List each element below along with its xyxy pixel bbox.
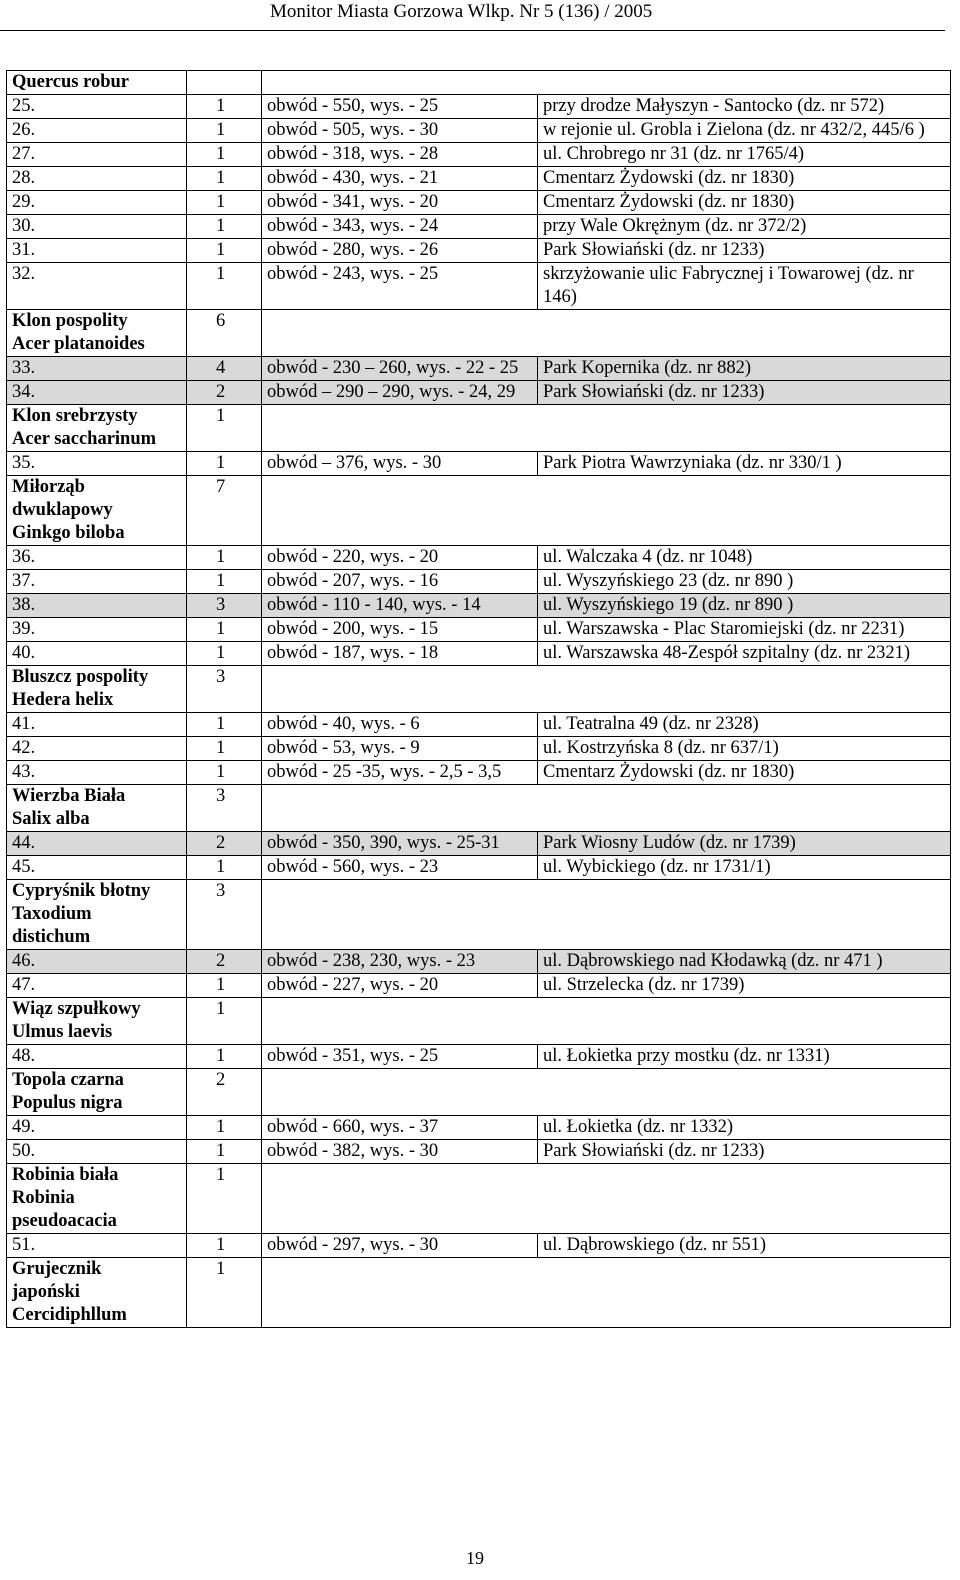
tree-measurements: obwód - 550, wys. - 25	[262, 95, 538, 119]
empty-cell	[262, 476, 951, 546]
species-count: 1	[187, 1258, 262, 1328]
tree-number: 27.	[7, 143, 187, 167]
publication-title: Monitor Miasta Gorzowa Wlkp. Nr 5 (136) / 2005	[270, 1, 653, 22]
tree-location: Park Słowiański (dz. nr 1233)	[538, 381, 951, 405]
tree-measurements: obwód - 560, wys. - 23	[262, 856, 538, 880]
species-name-line: Topola czarna	[12, 1070, 124, 1090]
species-count: 7	[187, 476, 262, 546]
species-header-row	[7, 785, 951, 832]
tree-location: skrzyżowanie ulic Fabrycznej i Towarowej (dz. nr 146)	[538, 263, 951, 310]
species-count: 3	[187, 666, 262, 713]
tree-measurements: obwód - 200, wys. - 15	[262, 618, 538, 642]
species-name-line: Acer platanoides	[12, 334, 145, 354]
tree-count: 1	[187, 1116, 262, 1140]
table-row	[7, 950, 951, 974]
tree-number: 46.	[7, 950, 187, 974]
species-header-row	[7, 405, 951, 452]
tree-measurements: obwód - 351, wys. - 25	[262, 1045, 538, 1069]
species-name-line: Wierzba Biała	[12, 786, 126, 806]
tree-measurements: obwód - 505, wys. - 30	[262, 119, 538, 143]
species-name-line: Hedera helix	[12, 690, 114, 710]
species-name-line: distichum	[12, 927, 91, 947]
table-row	[7, 167, 951, 191]
tree-location: ul. Teatralna 49 (dz. nr 2328)	[538, 713, 951, 737]
species-name	[7, 1258, 187, 1328]
tree-count: 2	[187, 381, 262, 405]
table-row	[7, 642, 951, 666]
tree-location: ul. Strzelecka (dz. nr 1739)	[538, 974, 951, 998]
species-header-row	[7, 476, 951, 546]
table-row	[7, 1045, 951, 1069]
species-header-row	[7, 880, 951, 950]
tree-number: 45.	[7, 856, 187, 880]
tree-measurements: obwód - 187, wys. - 18	[262, 642, 538, 666]
species-name	[7, 880, 187, 950]
tree-location: Cmentarz Żydowski (dz. nr 1830)	[538, 167, 951, 191]
empty-cell	[262, 1258, 951, 1328]
table-row	[7, 594, 951, 618]
table-row	[7, 215, 951, 239]
table-row	[7, 570, 951, 594]
tree-count: 1	[187, 570, 262, 594]
tree-number: 33.	[7, 357, 187, 381]
page-number: 19	[466, 1548, 484, 1568]
tree-measurements: obwód - 297, wys. - 30	[262, 1234, 538, 1258]
tree-measurements: obwód - 238, 230, wys. - 23	[262, 950, 538, 974]
tree-count: 1	[187, 856, 262, 880]
tree-count: 4	[187, 357, 262, 381]
tree-number: 41.	[7, 713, 187, 737]
tree-count: 1	[187, 974, 262, 998]
tree-location: przy Wale Okrężnym (dz. nr 372/2)	[538, 215, 951, 239]
species-count: 2	[187, 1069, 262, 1116]
tree-number: 31.	[7, 239, 187, 263]
tree-location: ul. Łokietka (dz. nr 1332)	[538, 1116, 951, 1140]
tree-measurements: obwód - 53, wys. - 9	[262, 737, 538, 761]
tree-location: ul. Wyszyńskiego 19 (dz. nr 890 )	[538, 594, 951, 618]
species-name-line: japoński	[12, 1282, 80, 1302]
empty-cell	[262, 71, 951, 95]
species-name	[7, 310, 187, 357]
tree-measurements: obwód – 290 – 290, wys. - 24, 29	[262, 381, 538, 405]
tree-count: 1	[187, 737, 262, 761]
tree-measurements: obwód - 343, wys. - 24	[262, 215, 538, 239]
tree-count: 2	[187, 950, 262, 974]
tree-measurements: obwód - 318, wys. - 28	[262, 143, 538, 167]
tree-number: 36.	[7, 546, 187, 570]
empty-cell	[262, 785, 951, 832]
page-header	[0, 0, 960, 30]
tree-location: ul. Wybickiego (dz. nr 1731/1)	[538, 856, 951, 880]
empty-cell	[262, 405, 951, 452]
table-row	[7, 1116, 951, 1140]
tree-measurements: obwód - 230 – 260, wys. - 22 - 25	[262, 357, 538, 381]
tree-measurements: obwód - 110 - 140, wys. - 14	[262, 594, 538, 618]
tree-measurements: obwód - 660, wys. - 37	[262, 1116, 538, 1140]
species-name-line: Bluszcz pospolity	[12, 667, 149, 687]
tree-location: Park Słowiański (dz. nr 1233)	[538, 1140, 951, 1164]
empty-cell	[262, 880, 951, 950]
species-name	[7, 998, 187, 1045]
tree-number: 26.	[7, 119, 187, 143]
empty-cell	[262, 998, 951, 1045]
species-count: 1	[187, 998, 262, 1045]
tree-count: 1	[187, 215, 262, 239]
tree-count: 1	[187, 263, 262, 310]
header-divider	[0, 30, 945, 31]
species-header-row	[7, 666, 951, 713]
tree-location: ul. Walczaka 4 (dz. nr 1048)	[538, 546, 951, 570]
species-count: 6	[187, 310, 262, 357]
species-name-line: Cypryśnik błotny	[12, 881, 151, 901]
tree-count: 1	[187, 642, 262, 666]
species-name-line: dwuklapowy	[12, 500, 113, 520]
tree-location: ul. Chrobrego nr 31 (dz. nr 1765/4)	[538, 143, 951, 167]
species-name-line: Taxodium	[12, 904, 92, 924]
tree-count: 1	[187, 239, 262, 263]
monument-trees-table	[6, 70, 951, 1328]
tree-count: 2	[187, 832, 262, 856]
table-row	[7, 357, 951, 381]
tree-measurements: obwód - 227, wys. - 20	[262, 974, 538, 998]
species-name	[7, 405, 187, 452]
tree-number: 40.	[7, 642, 187, 666]
tree-location: przy drodze Małyszyn - Santocko (dz. nr 572)	[538, 95, 951, 119]
tree-number: 30.	[7, 215, 187, 239]
table-body	[7, 71, 951, 1328]
species-header-row	[7, 998, 951, 1045]
tree-location: Cmentarz Żydowski (dz. nr 1830)	[538, 761, 951, 785]
tree-location: ul. Dąbrowskiego (dz. nr 551)	[538, 1234, 951, 1258]
table-row	[7, 618, 951, 642]
tree-measurements: obwód - 207, wys. - 16	[262, 570, 538, 594]
tree-measurements: obwód - 40, wys. - 6	[262, 713, 538, 737]
tree-number: 51.	[7, 1234, 187, 1258]
species-name-line: Klon pospolity	[12, 311, 128, 331]
tree-count: 1	[187, 713, 262, 737]
species-name-line: Wiąz szpułkowy	[12, 999, 141, 1019]
species-header-row	[7, 310, 951, 357]
tree-count: 1	[187, 761, 262, 785]
tree-number: 35.	[7, 452, 187, 476]
table-row	[7, 832, 951, 856]
species-name	[7, 666, 187, 713]
tree-measurements: obwód - 25 -35, wys. - 2,5 - 3,5	[262, 761, 538, 785]
empty-cell	[262, 310, 951, 357]
species-name	[7, 71, 187, 95]
table-row	[7, 1234, 951, 1258]
tree-number: 38.	[7, 594, 187, 618]
table-row	[7, 1140, 951, 1164]
tree-number: 48.	[7, 1045, 187, 1069]
tree-location: Park Piotra Wawrzyniaka (dz. nr 330/1 )	[538, 452, 951, 476]
table-row	[7, 119, 951, 143]
species-name-line: Miłorząb	[12, 477, 85, 497]
tree-count: 1	[187, 1045, 262, 1069]
tree-number: 49.	[7, 1116, 187, 1140]
table-row	[7, 381, 951, 405]
species-count: 1	[187, 405, 262, 452]
table-row	[7, 95, 951, 119]
tree-measurements: obwód - 382, wys. - 30	[262, 1140, 538, 1164]
table-row	[7, 263, 951, 310]
tree-number: 43.	[7, 761, 187, 785]
tree-location: ul. Łokietka przy mostku (dz. nr 1331)	[538, 1045, 951, 1069]
tree-count: 1	[187, 546, 262, 570]
tree-number: 25.	[7, 95, 187, 119]
tree-count: 1	[187, 1140, 262, 1164]
table-row	[7, 191, 951, 215]
tree-measurements: obwód – 376, wys. - 30	[262, 452, 538, 476]
tree-number: 50.	[7, 1140, 187, 1164]
species-name-line: Robinia biała	[12, 1165, 119, 1185]
species-count	[187, 71, 262, 95]
empty-cell	[262, 666, 951, 713]
tree-location: Park Słowiański (dz. nr 1233)	[538, 239, 951, 263]
tree-location: ul. Kostrzyńska 8 (dz. nr 637/1)	[538, 737, 951, 761]
species-count: 3	[187, 880, 262, 950]
species-name-line: Acer saccharinum	[12, 429, 157, 449]
species-name	[7, 785, 187, 832]
species-name-line: Quercus robur	[12, 72, 130, 92]
table-row	[7, 737, 951, 761]
species-name-line: Ginkgo biloba	[12, 523, 125, 543]
species-count: 3	[187, 785, 262, 832]
tree-number: 42.	[7, 737, 187, 761]
species-name-line: Populus nigra	[12, 1093, 123, 1113]
tree-number: 29.	[7, 191, 187, 215]
tree-location: Park Kopernika (dz. nr 882)	[538, 357, 951, 381]
species-header-row	[7, 71, 951, 95]
empty-cell	[262, 1069, 951, 1116]
tree-number: 37.	[7, 570, 187, 594]
tree-measurements: obwód - 243, wys. - 25	[262, 263, 538, 310]
tree-measurements: obwód - 280, wys. - 26	[262, 239, 538, 263]
tree-location: Cmentarz Żydowski (dz. nr 1830)	[538, 191, 951, 215]
tree-measurements: obwód - 350, 390, wys. - 25-31	[262, 832, 538, 856]
tree-location: ul. Wyszyńskiego 23 (dz. nr 890 )	[538, 570, 951, 594]
species-name	[7, 476, 187, 546]
species-name	[7, 1164, 187, 1234]
tree-count: 1	[187, 95, 262, 119]
tree-count: 1	[187, 167, 262, 191]
tree-number: 34.	[7, 381, 187, 405]
species-count: 1	[187, 1164, 262, 1234]
tree-location: Park Wiosny Ludów (dz. nr 1739)	[538, 832, 951, 856]
tree-location: ul. Warszawska - Plac Staromiejski (dz. nr 2231)	[538, 618, 951, 642]
species-header-row	[7, 1164, 951, 1234]
species-header-row	[7, 1258, 951, 1328]
empty-cell	[262, 1164, 951, 1234]
species-header-row	[7, 1069, 951, 1116]
tree-count: 3	[187, 594, 262, 618]
tree-number: 28.	[7, 167, 187, 191]
species-name-line: Grujecznik	[12, 1259, 102, 1279]
tree-count: 1	[187, 143, 262, 167]
species-name-line: Klon srebrzysty	[12, 406, 138, 426]
tree-number: 39.	[7, 618, 187, 642]
tree-number: 47.	[7, 974, 187, 998]
tree-count: 1	[187, 191, 262, 215]
table-row	[7, 546, 951, 570]
species-name-line: Salix alba	[12, 809, 90, 829]
tree-number: 44.	[7, 832, 187, 856]
table-row	[7, 452, 951, 476]
table-row	[7, 974, 951, 998]
tree-measurements: obwód - 430, wys. - 21	[262, 167, 538, 191]
tree-measurements: obwód - 341, wys. - 20	[262, 191, 538, 215]
tree-count: 1	[187, 119, 262, 143]
tree-count: 1	[187, 452, 262, 476]
tree-count: 1	[187, 618, 262, 642]
species-name-line: Robinia	[12, 1188, 75, 1208]
tree-number: 32.	[7, 263, 187, 310]
tree-location: ul. Warszawska 48-Zespół szpitalny (dz. nr 2321)	[538, 642, 951, 666]
tree-measurements: obwód - 220, wys. - 20	[262, 546, 538, 570]
species-name-line: pseudoacacia	[12, 1211, 117, 1231]
table-row	[7, 239, 951, 263]
table-row	[7, 856, 951, 880]
species-name-line: Ulmus laevis	[12, 1022, 113, 1042]
table-row	[7, 761, 951, 785]
species-name-line: Cercidiphllum	[12, 1305, 127, 1325]
table-row	[7, 143, 951, 167]
table-row	[7, 713, 951, 737]
species-name	[7, 1069, 187, 1116]
tree-count: 1	[187, 1234, 262, 1258]
tree-location: w rejonie ul. Grobla i Zielona (dz. nr 432/2, 445/6 )	[538, 119, 951, 143]
tree-location: ul. Dąbrowskiego nad Kłodawką (dz. nr 471 )	[538, 950, 951, 974]
